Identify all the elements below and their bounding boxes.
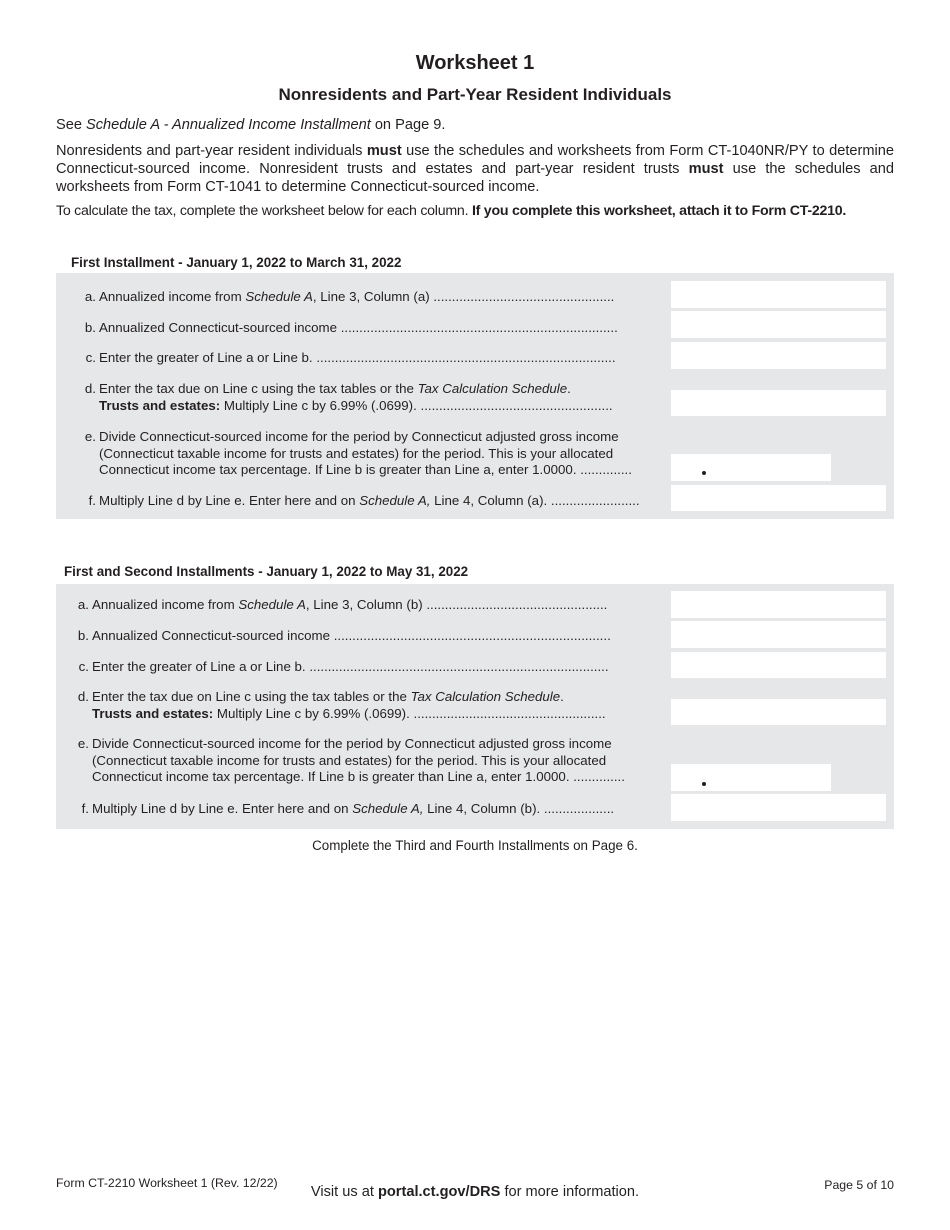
second-installment-panel (56, 584, 894, 829)
second-installment-heading: First and Second Installments - January 1, 2022 to May 31, 2022 (64, 564, 469, 579)
visit-note: Visit us at portal.ct.gov/DRS for more information. (310, 1184, 640, 1200)
first-line-a-input[interactable] (671, 281, 886, 308)
second-line-f-input[interactable] (671, 794, 886, 821)
second-line-c-input[interactable] (671, 652, 886, 678)
first-line-c-input[interactable] (671, 342, 886, 369)
decimal-point (702, 782, 706, 786)
intro-attach-note: To calculate the tax, complete the worksheet below for each column. If you complete this worksheet, attach it to Form CT-2210. (56, 203, 847, 219)
first-line-b-input[interactable] (671, 311, 886, 338)
first-line-f: f. Multiply Line d by Line e. Enter here and on Schedule A, Line 4, Column (a). ........................ (88, 493, 640, 508)
decimal-point (702, 471, 706, 475)
complete-note: Complete the Third and Fourth Installments on Page 6. (312, 838, 638, 853)
first-installment-heading: First Installment - January 1, 2022 to March 31, 2022 (71, 255, 402, 270)
first-line-c: c. Enter the greater of Line a or Line b. ................................................................................. (85, 350, 616, 365)
first-line-d: d. Enter the tax due on Line c using the tax tables or the Tax Calculation Schedule. Trusts and estates: Multiply Line c by 6.99% (.0699). .................................................... (84, 381, 613, 413)
second-line-f: f. Multiply Line d by Line e. Enter here and on Schedule A, Line 4, Column (b). ................... (81, 801, 615, 816)
second-line-b-input[interactable] (671, 621, 886, 648)
second-line-d-input[interactable] (671, 699, 886, 725)
second-line-b: b. Annualized Connecticut-sourced income ........................................................................... (77, 628, 611, 643)
form-id: Form CT-2210 Worksheet 1 (Rev. 12/22) (56, 1176, 278, 1190)
first-line-b: b. Annualized Connecticut-sourced income ........................................................................... (84, 320, 618, 335)
second-line-e-input[interactable] (671, 764, 831, 791)
first-line-a: a. Annualized income from Schedule A, Line 3, Column (a) ................................................. (84, 289, 615, 304)
second-line-a: a. Annualized income from Schedule A, Line 3, Column (b) ................................................. (77, 597, 608, 612)
page-title: Worksheet 1 (415, 52, 535, 74)
page-subtitle: Nonresidents and Part-Year Resident Individuals (278, 85, 672, 104)
first-line-d-input[interactable] (671, 390, 886, 416)
first-line-e: e. Divide Connecticut-sourced income for the period by Connecticut adjusted gross income (Connecticut taxable income for trusts and estates) for the period. This is your allocated Connecticut income tax percentage. If Line b is greater than Line a, enter 1.0000. .............. (84, 429, 632, 477)
second-line-c: c. Enter the greater of Line a or Line b. ................................................................................. (78, 659, 609, 674)
first-line-e-input[interactable] (671, 454, 831, 481)
first-line-f-input[interactable] (671, 485, 886, 511)
second-line-a-input[interactable] (671, 591, 886, 618)
first-installment-panel (56, 273, 894, 519)
intro-instructions: Nonresidents and part-year resident individuals must use the schedules and worksheets from Form CT-1040NR/PY to determine Connecticut-sourced income. Nonresident trusts and estates and part-year resident trusts must use the schedules and worksheets from Form CT-1041 to determine Connecticut-sourced income. (56, 143, 895, 195)
page-number: Page 5 of 10 (824, 1178, 894, 1192)
second-line-d: d. Enter the tax due on Line c using the tax tables or the Tax Calculation Schedule. Trusts and estates: Multiply Line c by 6.99% (.0699). .................................................... (77, 689, 606, 721)
second-line-e: e. Divide Connecticut-sourced income for the period by Connecticut adjusted gross income (Connecticut taxable income for trusts and estates) for the period. This is your allocated Connecticut income tax percentage. If Line b is greater than Line a, enter 1.0000. .............. (77, 736, 625, 784)
intro-see-schedule: See Schedule A - Annualized Income Installment on Page 9. (56, 117, 446, 133)
portal-link[interactable]: portal.ct.gov/DRS (377, 1184, 501, 1200)
